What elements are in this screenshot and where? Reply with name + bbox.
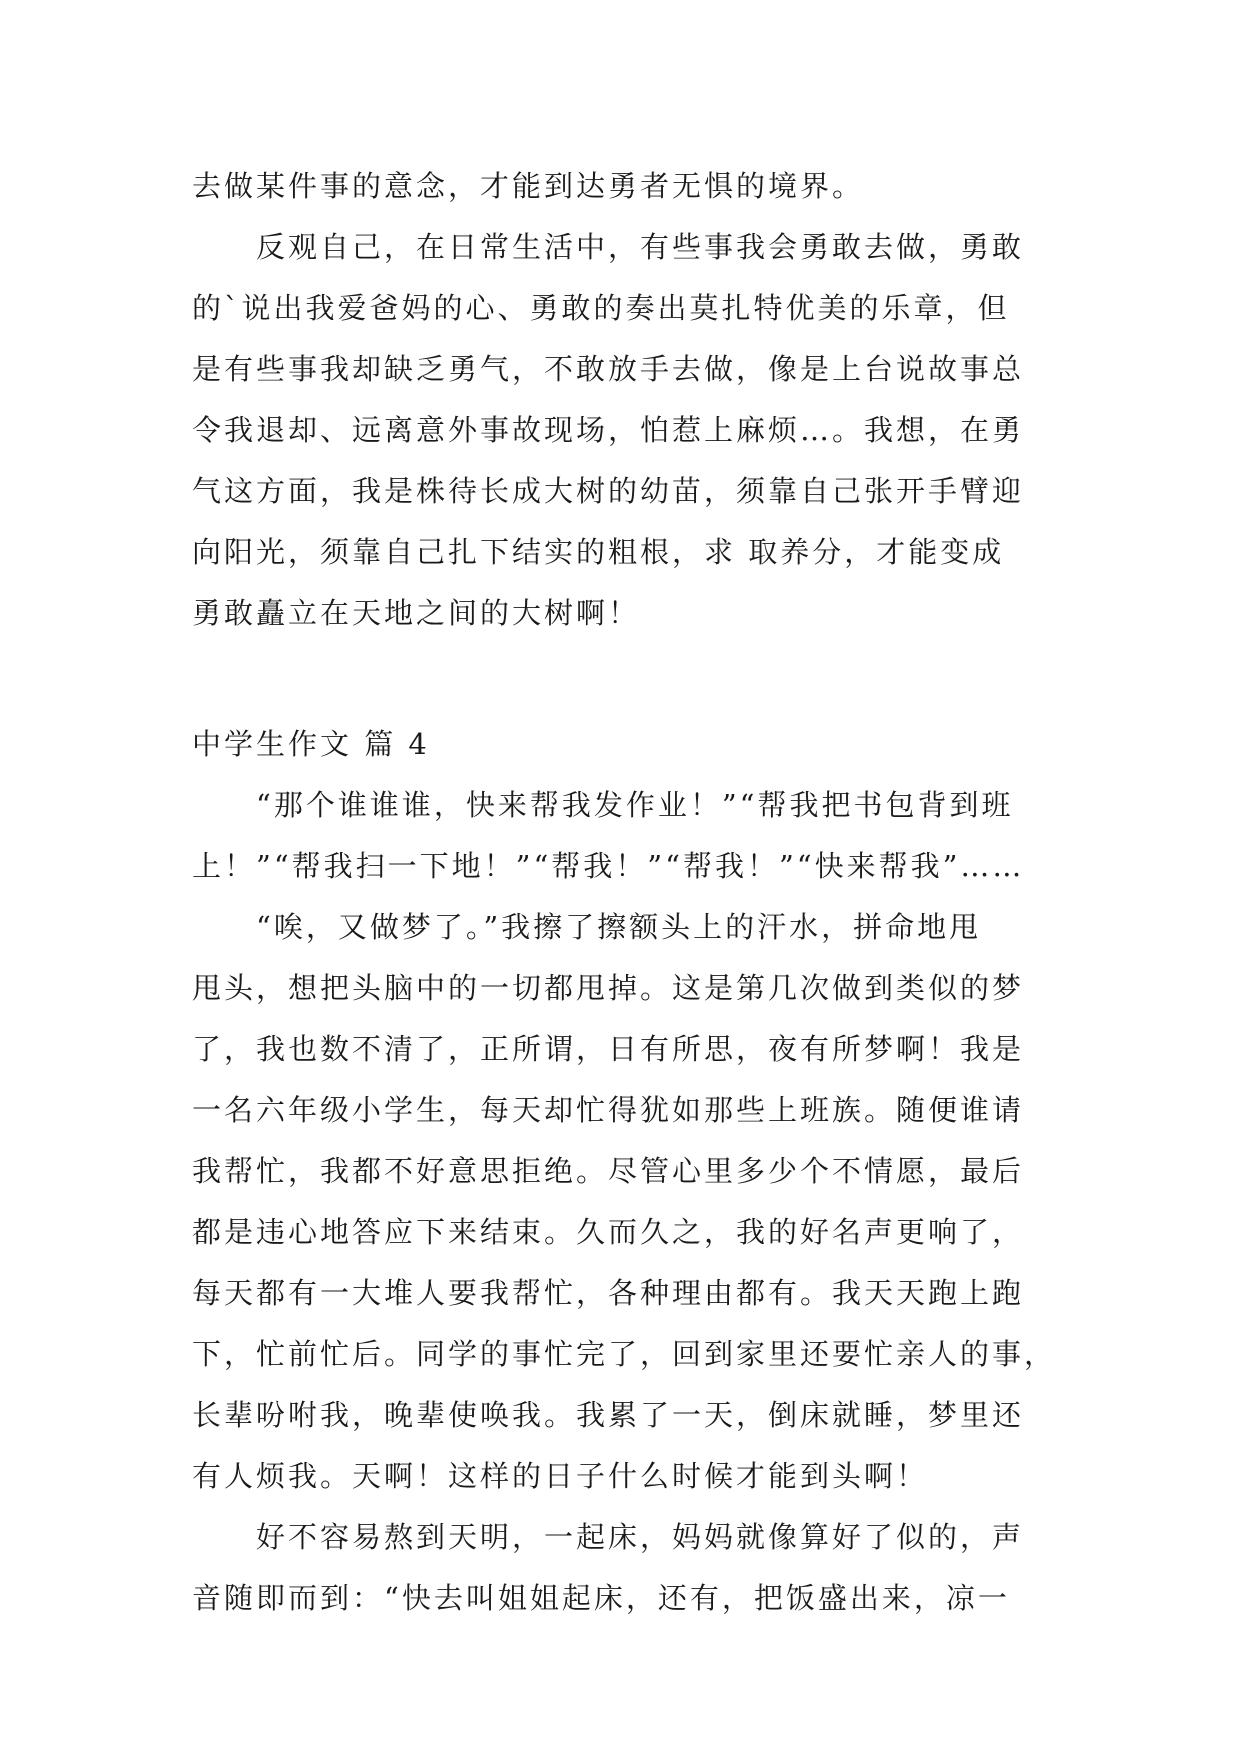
text-line: 气这方面，我是株待长成大树的幼苗，须靠自己张开手臂迎: [192, 474, 1025, 508]
text-line: “唉，又做梦了。”我擦了擦额头上的汗水，拼命地甩: [256, 910, 982, 944]
text-line: 下，忙前忙后。同学的事忙完了，回到家里还要忙亲人的事，: [192, 1337, 1057, 1371]
text-line: 好不容易熬到天明，一起床，妈妈就像算好了似的，声: [256, 1520, 1025, 1554]
text-line: 我帮忙，我都不好意思拒绝。尽管心里多少个不情愿，最后: [192, 1154, 1025, 1188]
text-line: 勇敢矗立在天地之间的大树啊！: [192, 596, 641, 630]
text-line: 了，我也数不清了，正所谓，日有所思，夜有所梦啊！我是: [192, 1032, 1025, 1066]
paragraph-dream-quotes: [192, 775, 1052, 897]
text-line: 甩头，想把头脑中的一切都甩掉。这是第几次做到类似的梦: [192, 971, 1025, 1005]
text-line: 一名六年级小学生，每天却忙得犹如那些上班族。随便谁请: [192, 1093, 1025, 1127]
text-line: 上！”“帮我扫一下地！”“帮我！”“帮我！”“快来帮我”……: [192, 849, 1025, 883]
text-line: 音随即而到：“快去叫姐姐起床，还有，把饭盛出来，凉一: [192, 1581, 1010, 1615]
text-line: 长辈吩咐我，晚辈使唤我。我累了一天，倒床就睡，梦里还: [192, 1398, 1025, 1432]
paragraph-continuation: [192, 156, 1052, 217]
paragraph-reflection: [192, 217, 1052, 644]
section-spacer: [192, 644, 1052, 714]
text-line: 反观自己，在日常生活中，有些事我会勇敢去做，勇敢: [256, 230, 1025, 264]
paragraph-morning: [192, 1507, 1052, 1629]
text-line: “那个谁谁谁，快来帮我发作业！”“帮我把书包背到班: [256, 788, 1014, 822]
essay-text-block: [192, 156, 1057, 1629]
text-line: 的`说出我爱爸妈的心、勇敢的奏出莫扎特优美的乐章，但: [192, 291, 1010, 325]
text-line: 都是违心地答应下来结束。久而久之，我的好名声更响了，: [192, 1215, 1025, 1249]
text-line: 令我退却、远离意外事故现场，怕惹上麻烦…。我想，在勇: [192, 413, 1025, 447]
text-line: 是有些事我却缺乏勇气，不敢放手去做，像是上台说故事总: [192, 352, 1025, 386]
text-line: 向阳光，须靠自己扎下结实的粗根，求 取养分，才能变成: [192, 535, 1005, 569]
section-heading: 中学生作文 篇 4: [192, 727, 430, 761]
text-line: 每天都有一大堆人要我帮忙，各种理由都有。我天天跑上跑: [192, 1276, 1025, 1310]
text-line: 去做某件事的意念，才能到达勇者无惧的境界。: [192, 169, 865, 203]
text-line: 有人烦我。天啊！这样的日子什么时候才能到头啊！: [192, 1459, 929, 1493]
paragraph-awake: [192, 897, 1057, 1507]
